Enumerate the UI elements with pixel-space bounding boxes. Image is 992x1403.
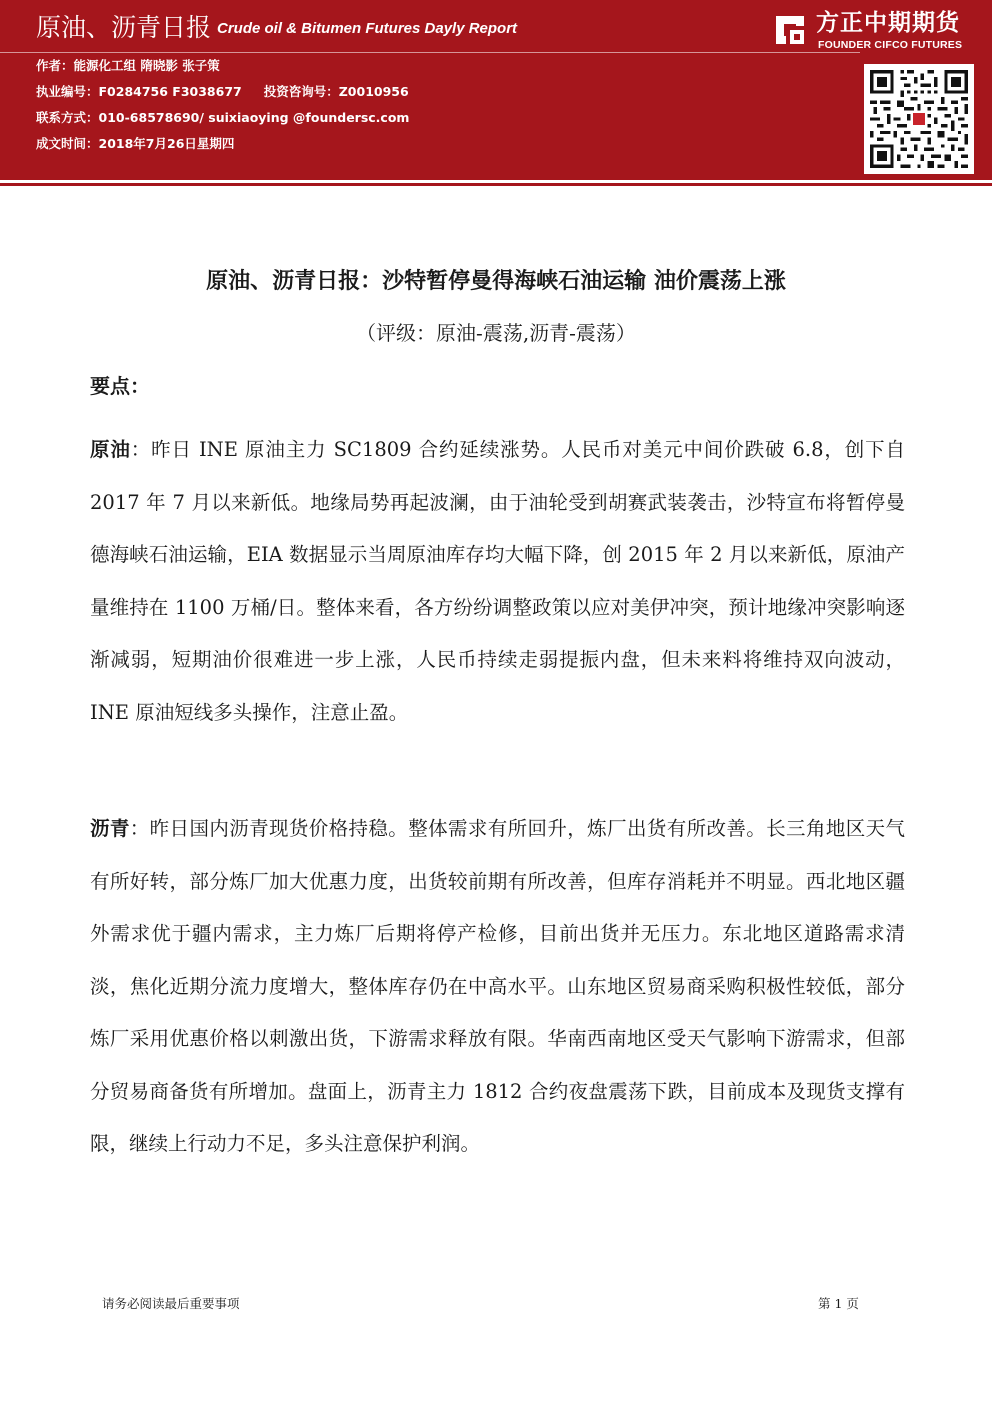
header-divider xyxy=(0,52,860,53)
license-line xyxy=(36,84,409,100)
qr-code xyxy=(864,64,974,174)
author-label: 作者： xyxy=(36,58,74,73)
date-value: 2018年7月26日星期四 xyxy=(98,136,235,151)
header-underline xyxy=(0,183,992,186)
rating-line: （评级：原油-震荡,沥青-震荡） xyxy=(356,321,636,345)
footer-disclaimer: 请务必阅读最后重要事项 xyxy=(102,1296,240,1311)
page-number: 第 1 页 xyxy=(818,1296,859,1311)
contact-line xyxy=(36,110,409,126)
document-title: 原油、沥青日报：沙特暂停曼得海峡石油运输 油价震荡上涨 xyxy=(206,269,786,294)
date-line xyxy=(36,136,234,152)
report-title-en: Crude oil & Bitumen Futures Dayly Report xyxy=(217,20,518,37)
qr-code-icon xyxy=(870,70,968,168)
author-line xyxy=(36,58,220,74)
date-label: 成文时间： xyxy=(36,136,99,151)
bitumen-text: ：昨日国内沥青现货价格持稳。整体需求有所回升，炼厂出货有所改善。长三角地区天气有所好转，部分炼厂加大优惠力度，出货较前期有所改善，但库存消耗并不明显。西北地区疆外需求优于疆内需求，主力炼厂后期将停产检修，目前出货并无压力。东北地区道路需求清淡，焦化近期分流力度增大，整体库存仍在中高水平。山东地区贸易商采购积极性较低，部分炼厂采用优惠价格以刺激出货，下游需求释放有限。华南西南地区受天气影响下游需求，但部分贸易商备货有所增加。盘面上，沥青主力 1812 合约夜盘震荡下跌，目前成本及现货支撑有限，继续上行动力不足，多头注意保护利润。 xyxy=(90,817,905,1155)
crude-oil-paragraph xyxy=(90,424,905,739)
company-logo xyxy=(772,6,986,56)
founder-logo-icon xyxy=(772,12,808,48)
license-label: 执业编号： xyxy=(36,84,99,99)
contact-label: 联系方式： xyxy=(36,110,99,125)
report-title-cn: 原油、沥青日报 xyxy=(36,13,212,42)
contact-value: 010-68578690/ suixiaoying @foundersc.com xyxy=(98,110,410,125)
crude-oil-text: ：昨日 INE 原油主力 SC1809 合约延续涨势。人民币对美元中间价跌破 6.8，创下自 2017 年 7 月以来新低。地缘局势再起波澜，由于油轮受到胡赛武装袭击，沙特宣布将暂停曼德海峡石油运输，EIA 数据显示当周原油库存均大幅下降，创 2015 年 2 月以来新低，原油产量维持在 1100 万桶/日。整体来看，各方纷纷调整政策以应对美伊冲突，预计地缘冲突影响逐渐减弱，短期油价很难进一步上涨，人民币持续走弱提振内盘，但未来料将维持双向波动，INE 原油短线多头操作，注意止盈。 xyxy=(90,438,905,724)
keypoints-heading: 要点： xyxy=(90,374,150,398)
bitumen-lead: 沥青 xyxy=(90,817,130,840)
author-value: 能源化工组 隋晓影 张子策 xyxy=(73,58,220,73)
advisor-value: Z0010956 xyxy=(338,84,409,99)
logo-name-en: FOUNDER CIFCO FUTURES xyxy=(818,39,963,51)
crude-oil-lead: 原油 xyxy=(90,438,131,461)
report-title xyxy=(36,11,517,45)
bitumen-paragraph xyxy=(90,803,905,1171)
license-value: F0284756 F3038677 xyxy=(98,84,242,99)
logo-name-cn: 方正中期期货 xyxy=(816,10,960,36)
advisor-label: 投资咨询号： xyxy=(263,84,339,99)
